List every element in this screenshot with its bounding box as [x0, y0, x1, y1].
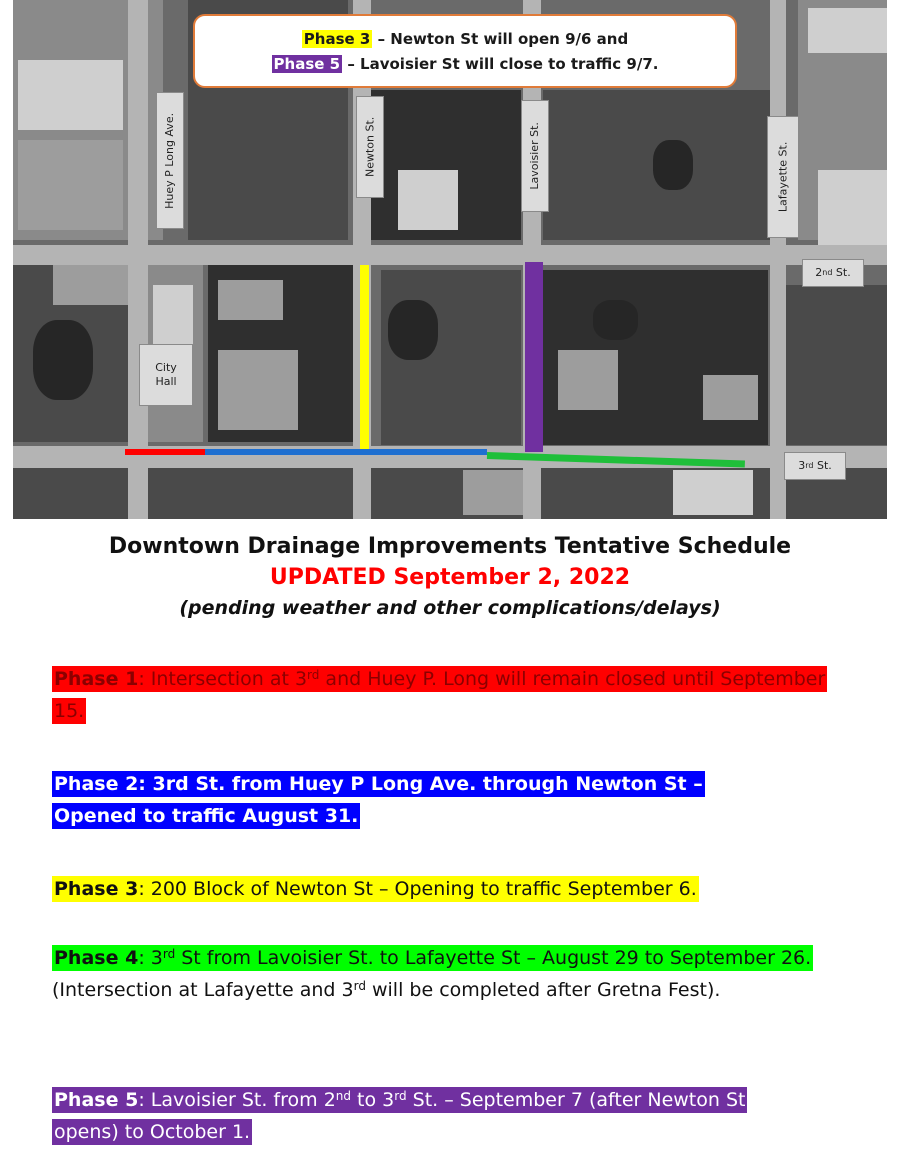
phase-1-item: Phase 1: Intersection at 3rd and Huey P. Long will remain closed until September 15.	[54, 668, 826, 722]
phase3-line	[360, 265, 369, 449]
label-2nd-st: 2 nd St.	[802, 259, 864, 287]
phase5-line	[525, 262, 543, 452]
label-lafayette-st: Lafayette St.	[767, 116, 799, 238]
tree-canopy	[388, 300, 438, 360]
phase-5-label: Phase 5	[54, 1089, 139, 1111]
schedule-heading	[0, 531, 900, 624]
updated-date: UPDATED September 2, 2022	[269, 565, 631, 590]
building	[18, 60, 123, 130]
road-huey-p-long	[128, 0, 148, 519]
callout-line-1: Phase 3 – Newton St will open 9/6 and	[303, 30, 629, 48]
building	[218, 350, 298, 430]
callout-line-2: Phase 5 – Lavoisier St will close to traffic 9/7.	[273, 55, 659, 73]
phase-2-item: Phase 2: 3rd St. from Huey P Long Ave. through Newton St – Opened to traffic August 31.	[54, 773, 703, 827]
phase2-line	[205, 449, 487, 455]
building	[53, 265, 128, 305]
map-callout	[193, 14, 737, 88]
building	[463, 470, 523, 515]
road-lafayette-st	[770, 0, 786, 519]
map-block	[786, 285, 887, 445]
label-city-hall: City Hall	[139, 344, 193, 406]
building	[673, 470, 753, 515]
label-lavoisier-st: Lavoisier St.	[521, 100, 549, 212]
tree-canopy	[593, 300, 638, 340]
building	[808, 8, 887, 53]
phase-3-label: Phase 3	[54, 878, 139, 900]
callout-phase5-label: Phase 5	[273, 55, 341, 73]
phase1-line	[125, 449, 205, 455]
building	[218, 280, 283, 320]
building	[18, 140, 123, 230]
tree-canopy	[33, 320, 93, 400]
building	[818, 170, 887, 255]
callout-phase3-label: Phase 3	[303, 30, 371, 48]
label-newton-st: Newton St.	[356, 96, 384, 198]
phase-2-label: Phase 2:	[54, 773, 146, 795]
phase-4-label: Phase 4	[54, 947, 139, 969]
tree-canopy	[653, 140, 693, 190]
phase-3-item: Phase 3: 200 Block of Newton St – Opening to traffic September 6.	[54, 878, 697, 900]
building	[703, 375, 758, 420]
building	[558, 350, 618, 410]
phase-1-label: Phase 1	[54, 668, 139, 690]
phase-5-item: Phase 5: Lavoisier St. from 2nd to 3rd St. – September 7 (after Newton St opens) to October 1.	[54, 1089, 746, 1143]
phase-4-item: Phase 4: 3rd St from Lavoisier St. to Lafayette St – August 29 to September 26. (Intersection at Lafayette and 3rd will be completed after Gretna Fest).	[52, 947, 826, 1001]
weather-note: (pending weather and other complications/delays)	[179, 597, 721, 619]
page-title: Downtown Drainage Improvements Tentative Schedule	[108, 534, 792, 559]
building	[398, 170, 458, 230]
label-3rd-st: 3 rd St.	[784, 452, 846, 480]
building	[153, 285, 193, 345]
label-huey-p-long: Huey P Long Ave.	[156, 92, 184, 229]
